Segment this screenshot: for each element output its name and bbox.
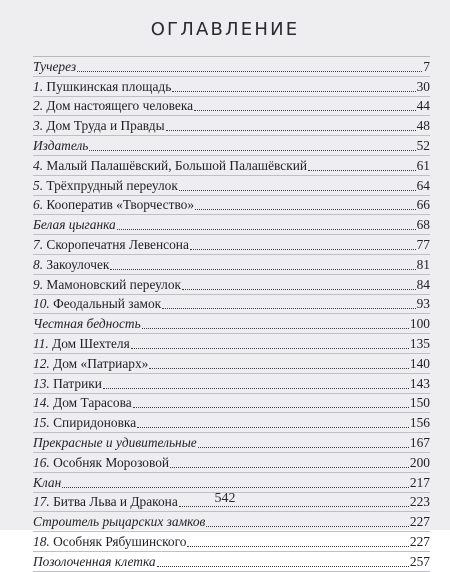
toc-entry-page: 84 [416,276,430,292]
dot-leader [117,215,416,230]
toc-entry-label [33,534,186,550]
toc-entry-number: 5. [33,177,44,193]
toc-entry-page: 77 [416,236,430,252]
toc-entry-label [33,217,116,233]
toc-entry-number: 8. [33,256,44,272]
dot-leader [149,354,409,369]
toc-entry-page: 223 [409,494,430,510]
toc-entry-title: Дом Труда и Правды [46,118,165,134]
dot-leader [198,433,409,448]
toc-entry [33,453,430,473]
toc-entry-label [33,98,193,114]
toc-entry-title: Честная бедность [33,316,141,332]
toc-entry-number: 11. [33,335,49,351]
toc-entry-title: Издатель [33,137,89,153]
toc-entry-number: 14. [33,395,50,411]
toc-entry [33,473,430,493]
toc-entry [33,295,430,315]
toc-entry [33,275,430,295]
toc-entry-page: 100 [409,316,430,332]
toc-entry-title: Особняк Морозовой [53,454,170,470]
toc-entry-title: Малый Палашёвский, Большой Палашёвский [46,157,308,173]
toc-entry [33,255,430,275]
toc-entry-page: 257 [409,553,430,569]
toc-entry-label [33,554,156,570]
dot-leader [131,334,409,349]
toc-entry-number: 17. [33,494,50,510]
toc-entry-title: Дом настоящего человека [46,98,194,114]
dot-leader [166,116,416,131]
toc-entry [33,532,430,552]
toc-entry-page: 156 [409,415,430,431]
toc-entry-number: 15. [33,415,50,431]
toc-entry-label [33,514,205,530]
toc-entry-label [33,237,189,253]
dot-leader [170,453,409,468]
toc-entry-page: 143 [409,375,430,391]
toc-entry-label [33,475,61,491]
toc-entry-page: 227 [409,514,430,530]
toc-entry-title: Клан [33,474,62,490]
dot-leader [194,96,416,111]
toc-entry [33,235,430,255]
toc-entry-label [33,356,148,372]
toc-entry-title: Дом Тарасова [53,395,132,411]
toc-entry-title: Трёхпрудный переулок [46,177,178,193]
toc-entry [33,433,430,453]
toc-entry-page: 66 [416,197,430,213]
toc-entry-label [33,197,194,213]
page-number: 542 [214,491,236,506]
toc-entry [33,512,430,532]
dot-leader [179,176,416,191]
toc-entry [33,196,430,216]
toc-entry-number: 18. [33,533,50,549]
toc-entry-number: 7. [33,236,44,252]
toc-entry [33,354,430,374]
toc-entry-number: 2. [33,98,44,114]
toc-entry [33,136,430,156]
toc-entry [33,413,430,433]
toc-entry-page: 167 [409,434,430,450]
toc-entry-label [33,296,161,312]
toc-entry-page: 52 [416,137,430,153]
toc-entry [33,156,430,176]
dot-leader [190,235,416,250]
toc-entry-title: Спиридоновка [53,415,137,431]
dot-leader [172,77,415,92]
toc-entry-title: Особняк Рябушинского [53,533,187,549]
toc-entry-page: 68 [416,217,430,233]
toc-entry-title: Битва Льва и Дракона [53,494,178,510]
toc-entry-page: 217 [409,474,430,490]
toc-entry-page: 64 [416,177,430,193]
dot-leader [77,57,422,72]
toc-entry-page: 44 [416,98,430,114]
toc-entry-title: Закоулочек [46,256,110,272]
toc-entry-label [33,316,141,332]
dot-leader [182,275,416,290]
dot-leader [137,413,409,428]
toc-entry-label [33,138,88,154]
toc-entry-label [33,435,197,451]
dot-leader [308,156,416,171]
dot-leader [162,294,415,309]
toc-entry-page: 150 [409,395,430,411]
toc-entry-page: 140 [409,355,430,371]
toc-entry [33,97,430,117]
toc-entry-number: 3. [33,118,44,134]
toc-entry-page: 81 [416,256,430,272]
toc-entry-title: Прекрасные и удивительные [33,434,197,450]
dot-leader [103,374,409,389]
dot-leader [89,136,415,151]
toc-entry-title: Дом Шехтеля [52,335,130,351]
toc-entry-label [33,376,102,392]
toc-entry-number: 6. [33,197,44,213]
toc-entry-page: 30 [416,78,430,94]
toc-entry-title: Кооператив «Творчество» [46,197,195,213]
dot-leader [142,314,409,329]
toc-entry-page: 200 [409,454,430,470]
toc-entry-label [33,395,132,411]
toc-entry-title: Пушкинская площадь [46,78,172,94]
toc-entry-number: 1. [33,78,44,94]
toc-entry [33,314,430,334]
toc-entry [33,334,430,354]
toc-entry-page: 135 [409,335,430,351]
toc-entry [33,176,430,196]
toc-entry-title: Дом «Патриарх» [53,355,149,371]
page-title: ОГЛАВЛЕНИЕ [150,19,300,40]
toc-entry-label [33,118,165,134]
toc-entry-label [33,257,109,273]
toc-entry-label [33,277,181,293]
toc-entry-page: 227 [409,533,430,549]
dot-leader [187,532,408,547]
toc-entry-title: Белая цыганка [33,217,116,233]
toc-entry-page: 7 [423,58,430,74]
toc-entry-label [33,59,76,75]
toc-entry-label [33,178,178,194]
dot-leader [62,473,409,488]
toc-entry-page: 61 [416,157,430,173]
toc-entry-title: Феодальный замок [53,296,162,312]
toc-entry-title: Тучерез [33,58,77,74]
toc-entry [33,374,430,394]
toc-entry-label [33,79,171,95]
toc-entry [33,116,430,136]
toc-entry-page: 93 [416,296,430,312]
toc-entry-number: 13. [33,375,50,391]
dot-leader [133,393,409,408]
dot-leader [157,552,409,567]
toc-entry [33,57,430,77]
toc-entry-title: Патрики [53,375,102,391]
toc-entry-title: Мамоновский переулок [46,276,182,292]
dot-leader [206,512,409,527]
toc-entry-title: Строитель рыцарских замков [33,514,206,530]
dot-leader [195,195,416,210]
toc-entry-number: 10. [33,296,50,312]
toc-entry-label [33,158,307,174]
toc-entry-title: Скоропечатня Левенсона [46,236,189,252]
toc-entry-number: 12. [33,355,50,371]
toc-entry [33,77,430,97]
toc-entry-number: 16. [33,454,50,470]
toc-entry-number: 9. [33,276,44,292]
toc-entry-page: 48 [416,118,430,134]
toc-entry-label [33,455,169,471]
toc-entry [33,552,430,572]
toc-entry-label [33,336,130,352]
toc-entry-number: 4. [33,157,44,173]
toc-entry [33,394,430,414]
toc-entry-label [33,415,136,431]
toc-entry [33,215,430,235]
dot-leader [110,255,415,270]
toc-entry-title: Позолоченная клетка [33,553,156,569]
